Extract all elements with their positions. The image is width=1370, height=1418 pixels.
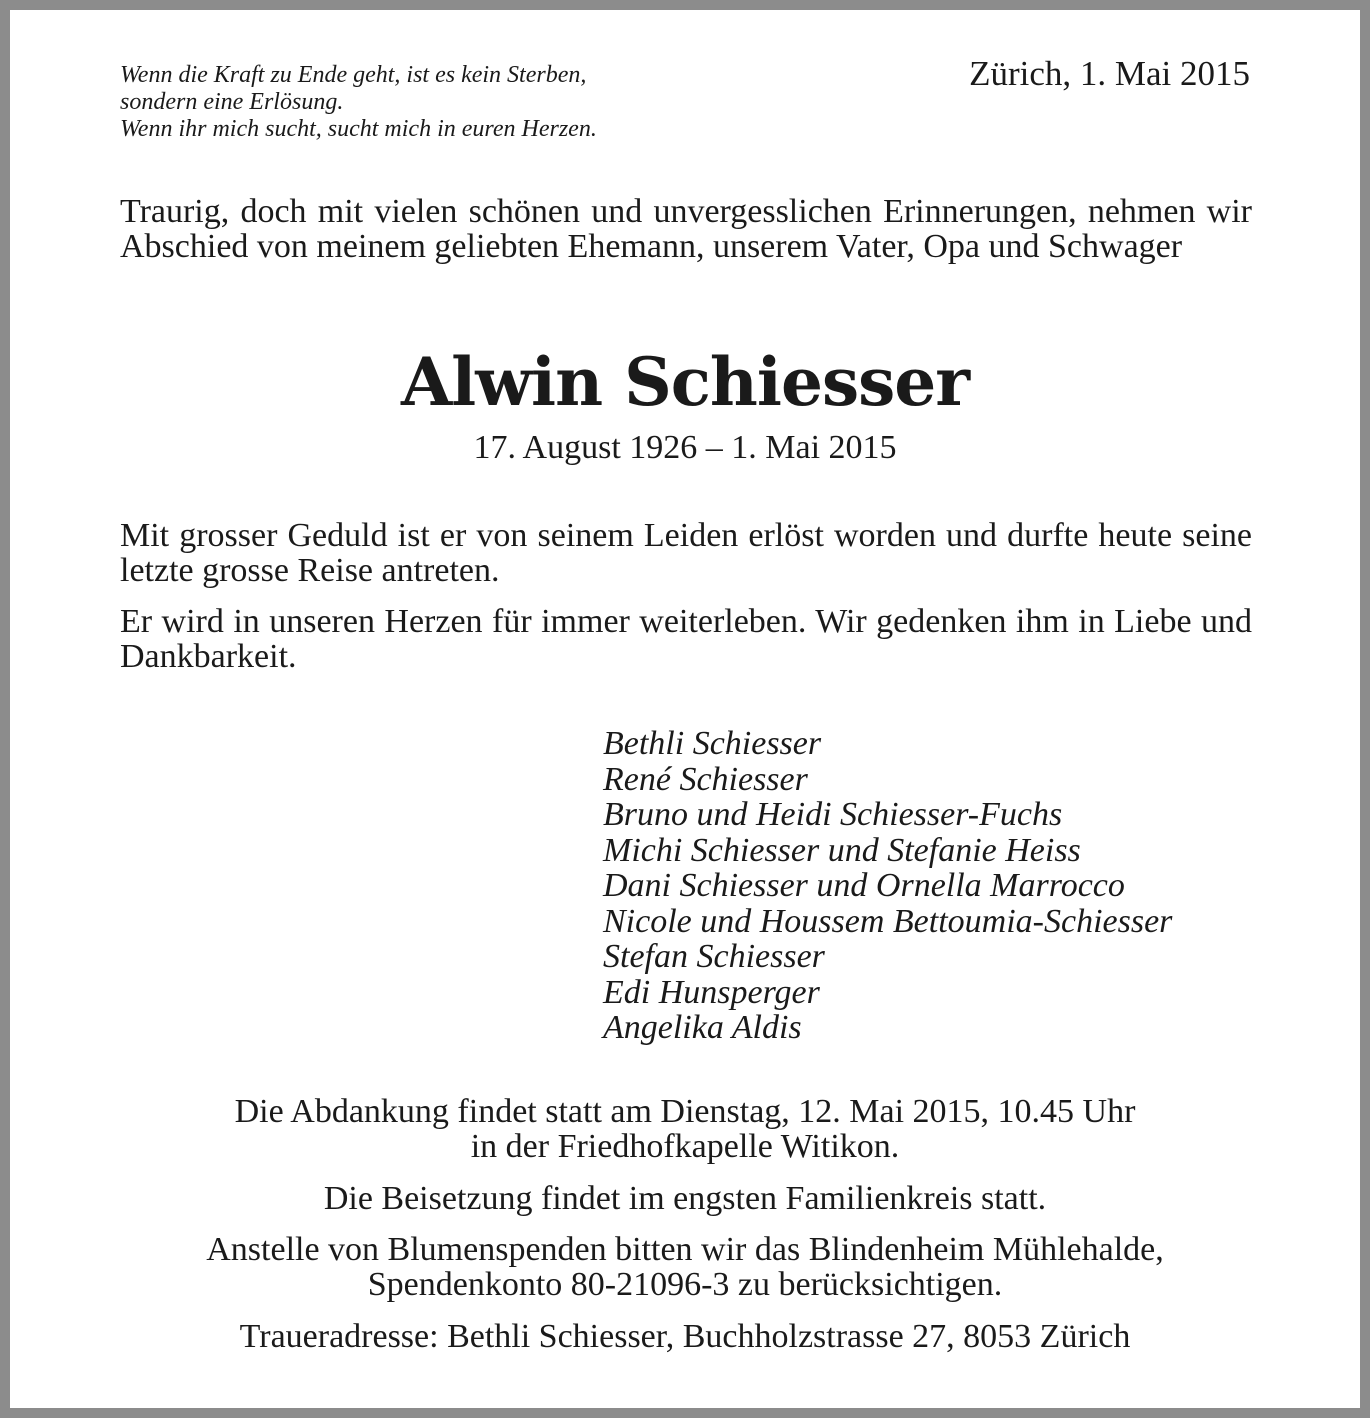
mourner-name: Michi Schiesser und Stefanie Heiss bbox=[603, 831, 1081, 869]
mourner-name: Angelika Aldis bbox=[603, 1009, 802, 1046]
mourner-name: Dani Schiesser und Ornella Marrocco bbox=[603, 867, 1125, 904]
funeral-notice bbox=[70, 1094, 1300, 1164]
motto-line: Wenn ihr mich sucht, sucht mich in euren Herzen. bbox=[120, 116, 597, 142]
obituary-notice bbox=[10, 10, 1360, 1408]
mourning-address bbox=[70, 1319, 1300, 1354]
donation-notice-line: Anstelle von Blumenspenden bitten wir das Blindenheim Mühlehalde, bbox=[206, 1231, 1164, 1268]
motto-quote bbox=[120, 62, 760, 143]
funeral-notice-line: in der Friedhofkapelle Witikon. bbox=[470, 1128, 900, 1165]
donation-notice bbox=[70, 1232, 1300, 1302]
deceased-name: Alwin Schiesser bbox=[400, 343, 970, 421]
mourning-address-line: Traueradresse: Bethli Schiesser, Buchholzstrasse 27, 8053 Zürich bbox=[239, 1318, 1131, 1355]
paragraph-suffering: Mit grosser Geduld ist er von seinem Leiden erlöst worden und durfte heute seine letzte grosse Reise antreten. bbox=[120, 517, 1252, 589]
burial-notice-line: Die Beisetzung findet im engsten Familienkreis statt. bbox=[323, 1180, 1047, 1217]
place-date: Zürich, 1. Mai 2015 bbox=[969, 54, 1250, 93]
mourners-list bbox=[603, 726, 1172, 1046]
mourner-name: Stefan Schiesser bbox=[603, 938, 825, 975]
mourner-name: Nicole und Houssem Bettoumia-Schiesser bbox=[603, 902, 1173, 940]
burial-notice bbox=[70, 1181, 1300, 1216]
funeral-notice-line: Die Abdankung findet statt am Dienstag, 12. Mai 2015, 10.45 Uhr bbox=[234, 1093, 1136, 1130]
paragraph-remembrance: Er wird in unseren Herzen für immer weiterleben. Wir gedenken ihm in Liebe und Dankbarkeit. bbox=[120, 603, 1252, 675]
donation-notice-line: Spendenkonto 80-21096-3 zu berücksichtigen. bbox=[367, 1266, 1003, 1303]
mourner-name: Bethli Schiesser bbox=[603, 725, 822, 762]
motto-line: sondern eine Erlösung. bbox=[120, 89, 344, 115]
mourner-name: Edi Hunsperger bbox=[603, 973, 820, 1011]
intro-text: Traurig, doch mit vielen schönen und unvergesslichen Erinnerungen, nehmen wir Abschied von meinem geliebten Ehemann, unserem Vater, Opa und Schwager bbox=[120, 193, 1252, 265]
mourner-name: René Schiesser bbox=[603, 760, 808, 798]
mourner-name: Bruno und Heidi Schiesser-Fuchs bbox=[603, 796, 1063, 833]
motto-line: Wenn die Kraft zu Ende geht, ist es kein Sterben, bbox=[120, 62, 587, 88]
life-dates: 17. August 1926 – 1. Mai 2015 bbox=[473, 429, 897, 466]
